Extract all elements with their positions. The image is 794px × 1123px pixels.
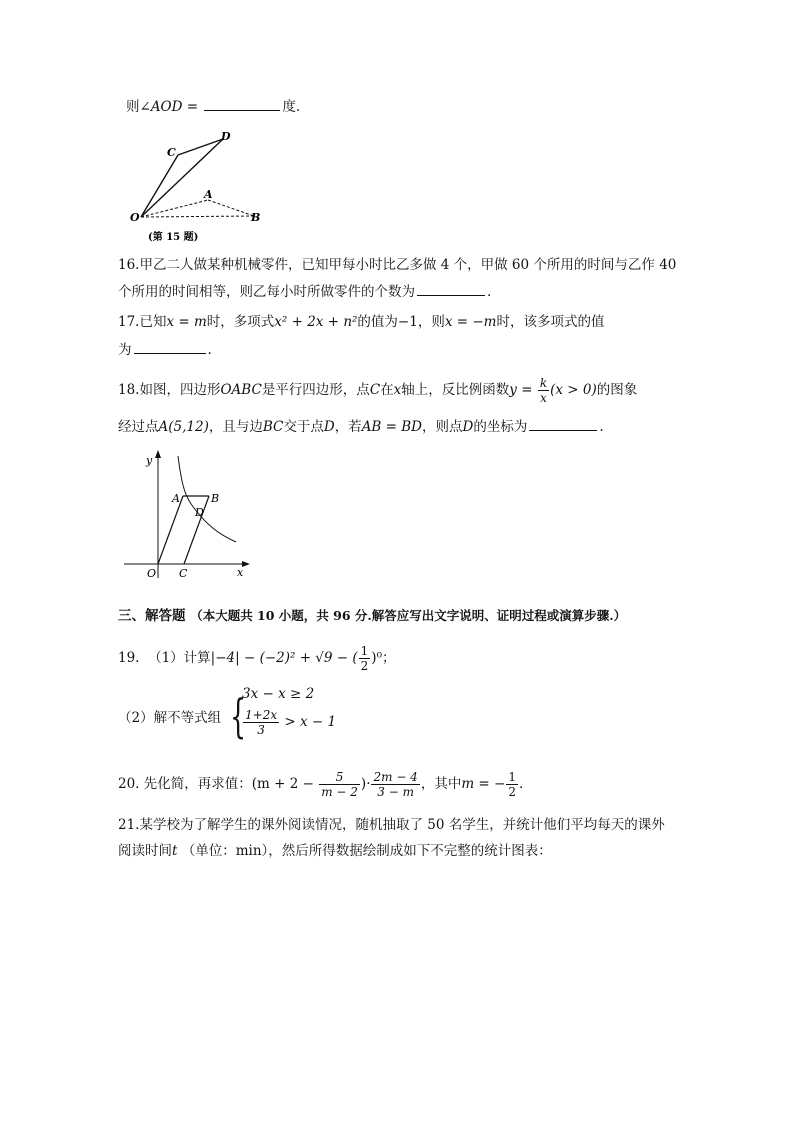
q18-line2: 经过点A(5,12)，且与边BC交于点D，若AB = BD，则点D的坐标为 .	[118, 416, 604, 437]
q19-part1: 19. （1）计算|−4| − (−2)² + √9 − ( $\frac{1}{2}$ )⁰；	[118, 644, 396, 673]
label-O: O	[147, 567, 157, 580]
answer-blank[interactable]	[417, 281, 485, 296]
label-C: C	[179, 567, 188, 580]
q16-line2: 个所用的时间相等，则乙每小时所做零件的个数为 .	[118, 281, 491, 302]
q18-line1: 18.如图，四边形OABC是平行四边形，点C在x轴上，反比例函数y = $\frac{k}{x}$ (x > 0)的图象	[118, 376, 638, 405]
axis-y-label: y	[146, 454, 153, 467]
label-B: B	[251, 211, 261, 224]
q15-answer-line: 则∠AOD = 度.	[126, 96, 300, 117]
q17-line2: 为 .	[118, 339, 212, 360]
q21-line1: 21.某学校为了解学生的课外阅读情况，随机抽取了 50 名学生，并统计他们平均每天的课外	[118, 817, 665, 833]
axis-x-label: x	[237, 566, 244, 579]
fraction-k-over-x: $\frac{k}{x}$	[539, 376, 548, 405]
answer-blank[interactable]	[529, 416, 597, 431]
label-D: D	[195, 506, 204, 519]
label-B: B	[211, 492, 220, 505]
q19-part2-label: （2）解不等式组	[118, 710, 222, 726]
section-3-header: 三、解答题 （本大题共 10 小题，共 96 分.解答应写出文字说明、证明过程或演算步骤.）	[118, 608, 627, 624]
fraction-one-half: $\frac{1}{2}$	[360, 644, 369, 673]
answer-blank[interactable]	[204, 96, 280, 111]
answer-blank[interactable]	[134, 339, 206, 354]
label-A: A	[172, 492, 180, 505]
q17-line1: 17.已知x = m时，多项式x² + 2x + n²的值为−1，则x = −m时，该多项式的值	[118, 314, 605, 330]
inequality-1: 3x − x ≥ 2	[242, 686, 315, 702]
q20-line: 20. 先化简，再求值：(m + 2 − $\frac{5}{m - 2}$ )· $\frac{2m - 4}{3 - m}$ ，其中m = − $\frac{1}{2}$ .	[118, 770, 524, 799]
q21-line2: 阅读时间t （单位：min），然后所得数据绘制成如下不完整的统计图表：	[118, 843, 552, 859]
brace-symbol: {	[230, 689, 247, 743]
figure-15	[126, 126, 276, 248]
inequality-2: $\frac{1+2x}{3}$ > x − 1	[245, 708, 337, 737]
label-O: O	[130, 211, 140, 224]
q16-line1: 16.甲乙二人做某种机械零件，已知甲每小时比乙多做 4 个，甲做 60 个所用的时间与乙作 40	[118, 257, 677, 273]
figure-18	[118, 448, 254, 584]
label-A: A	[204, 188, 213, 201]
figure-caption: (第 15 题)	[148, 232, 199, 243]
label-D: D	[221, 130, 231, 143]
label-C: C	[167, 146, 176, 159]
